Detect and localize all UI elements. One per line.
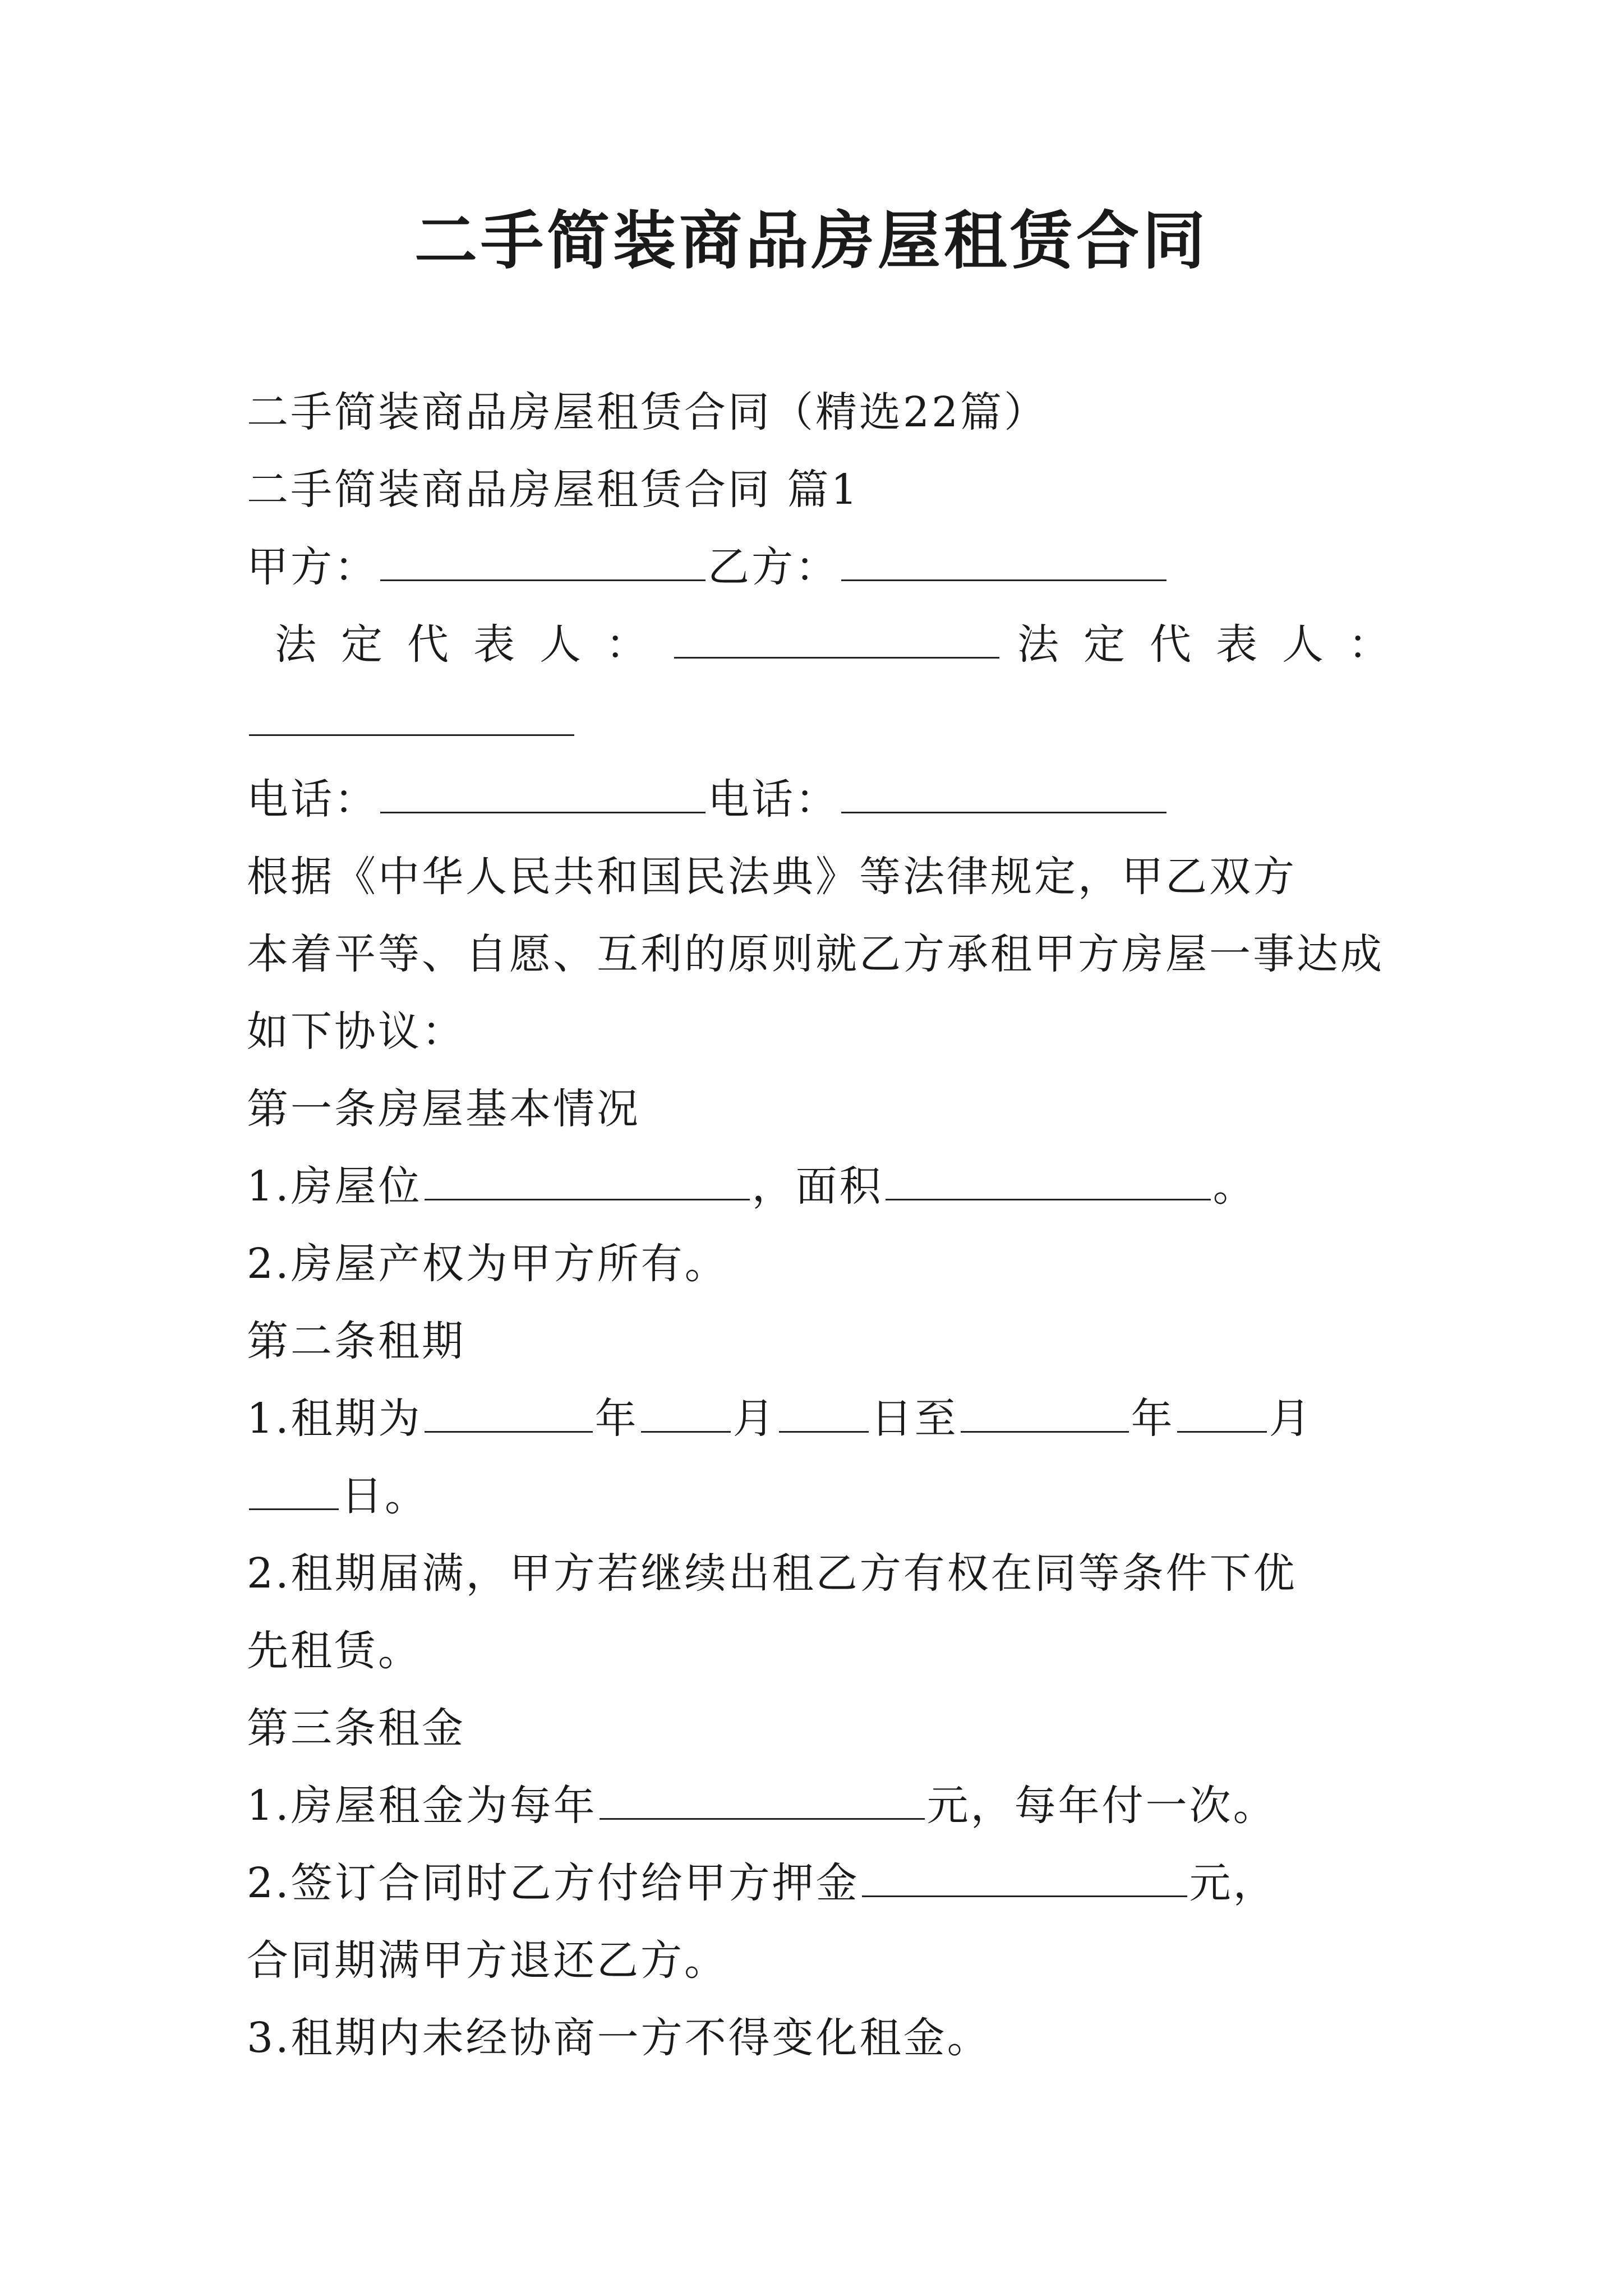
section-heading: 二手简装商品房屋租赁合同 篇1	[247, 466, 860, 514]
article-1-item-2: 2.房屋产权为甲方所有。	[247, 1240, 728, 1288]
legal-rep-b-blank	[249, 695, 574, 736]
phone-b-blank	[841, 772, 1166, 813]
deposit-blank	[862, 1856, 1187, 1897]
party-a-label: 甲方：	[247, 543, 378, 591]
art3-item2-text-a: 2.签订合同时乙方付给甲方押金	[247, 1859, 860, 1907]
art1-item1-text-b: ，面积	[751, 1162, 883, 1211]
legal-rep-b-blank-line	[247, 691, 1385, 753]
annual-rent-blank	[600, 1779, 925, 1820]
art3-item1-text-a: 1.房屋租金为每年	[247, 1782, 597, 1830]
art3-item1-text-b: 元，每年付一次。	[926, 1782, 1277, 1830]
intro-line-2: 本着平等、自愿、互利的原则就乙方承租甲方房屋一事达成	[247, 930, 1384, 978]
end-year-blank	[961, 1392, 1129, 1433]
legal-rep-line	[275, 614, 1413, 675]
article-2-item-1-cont	[247, 1465, 1385, 1527]
article-2-item-1	[247, 1388, 1385, 1450]
article-3-item-3: 3.租期内未经协商一方不得变化租金。	[247, 2014, 991, 2062]
article-2-item-2-line-1: 2.租期届满，甲方若继续出租乙方有权在同等条件下优	[247, 1549, 1297, 1598]
day-label-2: 日。	[341, 1472, 428, 1520]
phone-a-label: 电话：	[247, 775, 378, 823]
art2-item1-text-a: 1.租期为	[247, 1395, 422, 1443]
start-year-blank	[425, 1392, 593, 1433]
legal-rep-label-b: 法定代表人：	[1017, 620, 1414, 669]
party-b-blank	[841, 540, 1166, 581]
intro-line-3: 如下协议：	[247, 1007, 465, 1056]
article-3-item-2	[247, 1852, 1385, 1914]
year-label-1: 年	[594, 1395, 639, 1443]
article-1-item-1	[247, 1156, 1385, 1217]
end-month-blank	[1177, 1392, 1267, 1433]
location-blank	[425, 1159, 750, 1200]
article-2-item-2-line-2: 先租赁。	[247, 1627, 422, 1675]
article-2-title: 第二条租期	[247, 1317, 465, 1365]
start-month-blank	[641, 1392, 731, 1433]
end-day-blank	[249, 1469, 339, 1510]
document-title: 二手简装商品房屋租赁合同	[414, 204, 1209, 278]
art3-item2-text-b: 元，	[1189, 1859, 1277, 1907]
article-3-title: 第三条租金	[247, 1704, 465, 1752]
year-label-2: 年	[1131, 1395, 1175, 1443]
start-day-blank	[779, 1392, 869, 1433]
phone-a-blank	[380, 772, 706, 813]
article-3-item-1	[247, 1775, 1385, 1837]
phone-line	[247, 769, 1385, 830]
legal-rep-a-blank	[674, 618, 999, 659]
article-3-item-2-line-2: 合同期满甲方退还乙方。	[247, 1936, 728, 1985]
art1-item1-text-a: 1.房屋位	[247, 1162, 422, 1211]
article-1-title: 第一条房屋基本情况	[247, 1085, 640, 1133]
party-b-label: 乙方：	[708, 543, 839, 591]
document-subtitle: 二手简装商品房屋租赁合同（精选22篇）	[247, 388, 1048, 436]
legal-rep-label-a: 法定代表人：	[275, 620, 672, 669]
party-line	[247, 536, 1385, 598]
phone-b-label: 电话：	[708, 775, 839, 823]
month-label-2: 月	[1269, 1395, 1313, 1443]
area-blank	[886, 1159, 1211, 1200]
party-a-blank	[380, 540, 706, 581]
intro-line-1: 根据《中华人民共和国民法典》等法律规定，甲乙双方	[247, 853, 1297, 901]
art1-item1-text-c: 。	[1212, 1162, 1257, 1211]
day-to-label: 日至	[870, 1395, 958, 1443]
month-label-1: 月	[732, 1395, 777, 1443]
